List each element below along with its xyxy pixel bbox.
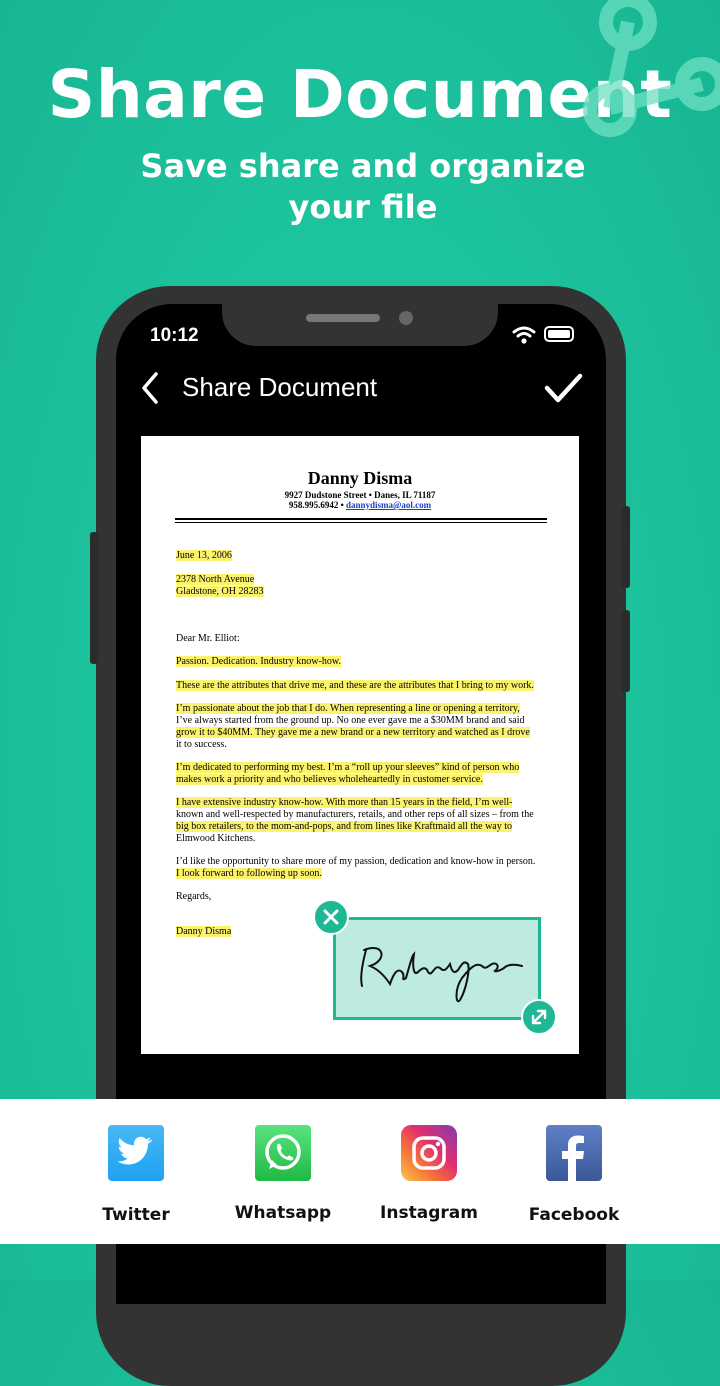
doc-closing: Regards, [176,891,212,902]
doc-sender-name: Danny Disma [307,468,413,488]
doc-divider [175,522,547,523]
phone-volume-button [622,610,630,692]
share-instagram-label: Instagram [380,1203,478,1223]
twitter-icon [108,1125,164,1181]
wifi-icon [512,326,536,344]
doc-line: I look forward to following up soon. [176,868,322,879]
doc-line: grow it to $40MM. They gave me a new brand or a new territory and watched as I drove [176,727,530,738]
share-twitter-button[interactable] [76,1125,196,1225]
doc-sender-address: 9927 Dudstone Street • Danes, IL 71187 [284,490,436,500]
doc-line: I’m dedicated to performing my best. I’m a “roll up your sleeves” kind of person who [176,762,520,773]
doc-greeting: Dear Mr. Elliot: [176,633,240,644]
doc-email-link[interactable]: dannydisma@aol.com [346,500,432,510]
doc-line: I’d like the opportunity to share more of my passion, dedication and know-how in person. [176,856,536,867]
signature-box[interactable] [333,917,541,1020]
facebook-icon [546,1125,602,1181]
resize-icon[interactable] [521,999,557,1035]
checkmark-icon[interactable] [542,368,584,408]
phone-notch [222,300,498,346]
doc-date: June 13, 2006 [176,550,232,561]
doc-signer: Danny Disma [176,926,232,937]
doc-line: I’ve always started from the ground up. No one ever gave me a $30MM brand and said [176,715,525,726]
phone-camera [399,311,413,325]
share-twitter-label: Twitter [102,1205,170,1225]
phone-side-button [90,532,98,664]
close-icon[interactable] [313,899,349,935]
hero-title: Share Document [47,56,673,133]
doc-paragraph: These are the attributes that drive me, and these are the attributes that I bring to my work. [176,680,534,691]
hero-subtitle: Save share and organize your file [140,147,586,226]
nav-title: Share Document [182,372,378,402]
status-time: 10:12 [150,325,199,346]
phone-volume-button [622,506,630,588]
doc-sender-contact [141,500,579,510]
doc-line: Elmwood Kitchens. [176,833,256,844]
share-facebook-label: Facebook [528,1205,620,1225]
share-nodes-icon [580,0,720,150]
doc-divider [175,518,547,520]
share-whatsapp-button[interactable] [223,1125,343,1223]
share-facebook-button[interactable] [514,1125,634,1225]
share-whatsapp-label: Whatsapp [234,1203,332,1223]
share-instagram-button[interactable] [369,1125,489,1223]
doc-line: big box retailers, to the mom-and-pops, and from lines like Kraftmaid all the way to [176,821,513,832]
doc-line: I have extensive industry know-how. With more than 15 years in the field, I’m well- [176,797,513,808]
signature-image [336,920,538,1017]
instagram-icon [401,1125,457,1181]
doc-line: known and well-respected by manufacturers, retails, and other reps of all sizes – from the [176,809,534,820]
doc-line: I’m passionate about the job that I do. When representing a line or opening a territory, [176,703,520,714]
doc-line: makes work a priority and who believes wholeheartedly in customer service. [176,774,483,785]
battery-icon [544,326,574,342]
phone-speaker [306,314,380,322]
doc-phone: 958.995.6942 • [288,500,344,510]
whatsapp-icon [255,1125,311,1181]
doc-paragraph: Passion. Dedication. Industry know-how. [176,656,341,667]
doc-recipient-street: 2378 North Avenue [176,574,255,585]
doc-line: it to success. [176,739,227,750]
back-arrow-icon[interactable] [138,368,164,408]
doc-recipient-city: Gladstone, OH 28283 [176,586,264,597]
share-sheet [0,1099,720,1244]
